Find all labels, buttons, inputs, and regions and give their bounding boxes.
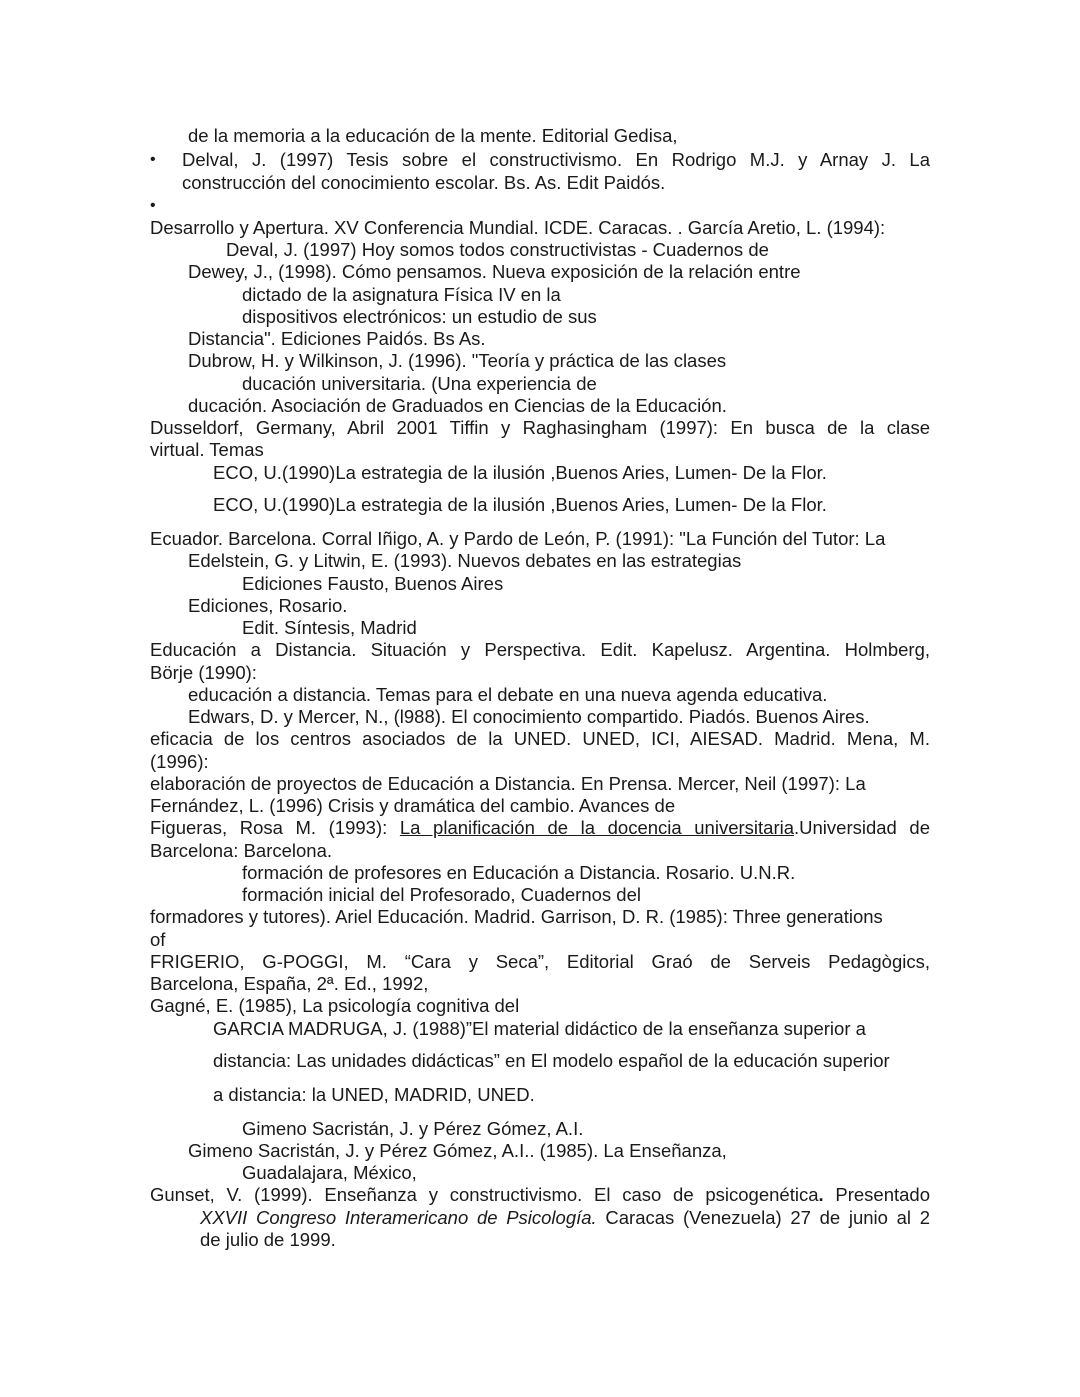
reference-line: ECO, U.(1990)La estrategia de la ilusión ,Buenos Aries, Lumen- De la Flor.	[213, 462, 827, 483]
reference-text: Caracas (Venezuela) 27 de junio al 2	[596, 1207, 931, 1228]
reference-line: Barcelona, España, 2ª. Ed., 1992,	[150, 973, 429, 994]
reference-bold-period: .	[818, 1184, 824, 1205]
reference-line: Guadalajara, México,	[242, 1162, 417, 1183]
reference-line: de la memoria a la educación de la mente. Editorial Gedisa,	[188, 125, 678, 146]
reference-line: Barcelona: Barcelona.	[150, 840, 333, 861]
reference-line: Börje (1990):	[150, 662, 257, 683]
reference-line: Educación a Distancia. Situación y Perspectiva. Edit. Kapelusz. Argentina. Holmberg,	[150, 639, 930, 660]
reference-line: Edwars, D. y Mercer, N., (l988). El conocimiento compartido. Piadós. Buenos Aires.	[188, 706, 870, 727]
reference-line: Edelstein, G. y Litwin, E. (1993). Nuevos debates en las estrategias	[188, 550, 742, 571]
reference-line: Fernández, L. (1996) Crisis y dramática del cambio. Avances de	[150, 795, 676, 816]
reference-line: ducación universitaria. (Una experiencia de	[242, 373, 597, 394]
reference-line: Distancia". Ediciones Paidós. Bs As.	[188, 328, 486, 349]
reference-line: Ecuador. Barcelona. Corral Iñigo, A. y Pardo de León, P. (1991): "La Función del Tutor: La	[150, 528, 886, 549]
reference-line: Ediciones Fausto, Buenos Aires	[242, 573, 504, 594]
reference-line	[200, 1207, 930, 1229]
reference-line: elaboración de proyectos de Educación a Distancia. En Prensa. Mercer, Neil (1997): La	[150, 773, 866, 794]
reference-line: ECO, U.(1990)La estrategia de la ilusión ,Buenos Aries, Lumen- De la Flor.	[213, 494, 827, 515]
reference-line: Deval, J. (1997) Hoy somos todos constructivistas - Cuadernos de	[226, 239, 769, 260]
reference-line: Ediciones, Rosario.	[188, 595, 348, 616]
reference-text: Presentado	[823, 1184, 931, 1205]
reference-line: (1996):	[150, 751, 209, 772]
bullet-icon: •	[150, 197, 156, 214]
reference-line: formadores y tutores). Ariel Educación. Madrid. Garrison, D. R. (1985): Three generations	[150, 906, 883, 927]
reference-author: Figueras, Rosa M. (1993):	[150, 817, 388, 838]
reference-line: of	[150, 929, 166, 950]
reference-line: Gimeno Sacristán, J. y Pérez Gómez, A.I.. (1985). La Enseñanza,	[188, 1140, 727, 1161]
reference-line: Gagné, E. (1985), La psicología cognitiva del	[150, 995, 520, 1016]
reference-line: a distancia: la UNED, MADRID, UNED.	[213, 1084, 535, 1105]
reference-line: virtual. Temas	[150, 439, 264, 460]
reference-line	[150, 817, 930, 839]
reference-line: GARCIA MADRUGA, J. (1988)”El material didáctico de la enseñanza superior a	[213, 1018, 866, 1039]
reference-text: Gunset, V. (1999). Enseñanza y constructivismo. El caso de psicogenética	[150, 1184, 819, 1205]
reference-line: ducación. Asociación de Graduados en Ciencias de la Educación.	[188, 395, 727, 416]
reference-line: distancia: Las unidades didácticas” en El modelo español de la educación superior	[213, 1050, 890, 1071]
reference-line	[150, 1184, 930, 1206]
reference-line: construcción del conocimiento escolar. Bs. As. Edit Paidós.	[182, 172, 666, 193]
reference-title-underlined: La planificación de la docencia universitaria	[399, 817, 795, 838]
reference-line: educación a distancia. Temas para el debate en una nueva agenda educativa.	[188, 684, 828, 705]
reference-congress-italic: XXVII Congreso Interamericano de Psicología.	[200, 1207, 597, 1228]
reference-line: Gimeno Sacristán, J. y Pérez Gómez, A.I.	[242, 1118, 584, 1139]
reference-line: FRIGERIO, G-POGGI, M. “Cara y Seca”, Editorial Graó de Serveis Pedagògics,	[150, 951, 930, 972]
reference-line: formación de profesores en Educación a Distancia. Rosario. U.N.R.	[242, 862, 796, 883]
reference-line: dictado de la asignatura Física IV en la	[242, 284, 561, 305]
reference-line: eficacia de los centros asociados de la UNED. UNED, ICI, AIESAD. Madrid. Mena, M.	[150, 728, 930, 749]
reference-line: Dusseldorf, Germany, Abril 2001 Tiffin y Raghasingham (1997): En busca de la clase	[150, 417, 930, 438]
reference-line: Desarrollo y Apertura. XV Conferencia Mundial. ICDE. Caracas. . García Aretio, L. (1994):	[150, 217, 886, 238]
reference-line: Edit. Síntesis, Madrid	[242, 617, 417, 638]
reference-line: Dewey, J., (1998). Cómo pensamos. Nueva exposición de la relación entre	[188, 261, 801, 282]
reference-line: de julio de 1999.	[200, 1229, 336, 1250]
reference-publisher: .Universidad de	[794, 817, 931, 838]
reference-line: formación inicial del Profesorado, Cuadernos del	[242, 884, 641, 905]
reference-line: dispositivos electrónicos: un estudio de sus	[242, 306, 597, 327]
reference-line: Delval, J. (1997) Tesis sobre el constructivismo. En Rodrigo M.J. y Arnay J. La	[182, 149, 930, 170]
bullet-icon: •	[150, 151, 156, 168]
reference-line: Dubrow, H. y Wilkinson, J. (1996). "Teoría y práctica de las clases	[188, 350, 727, 371]
